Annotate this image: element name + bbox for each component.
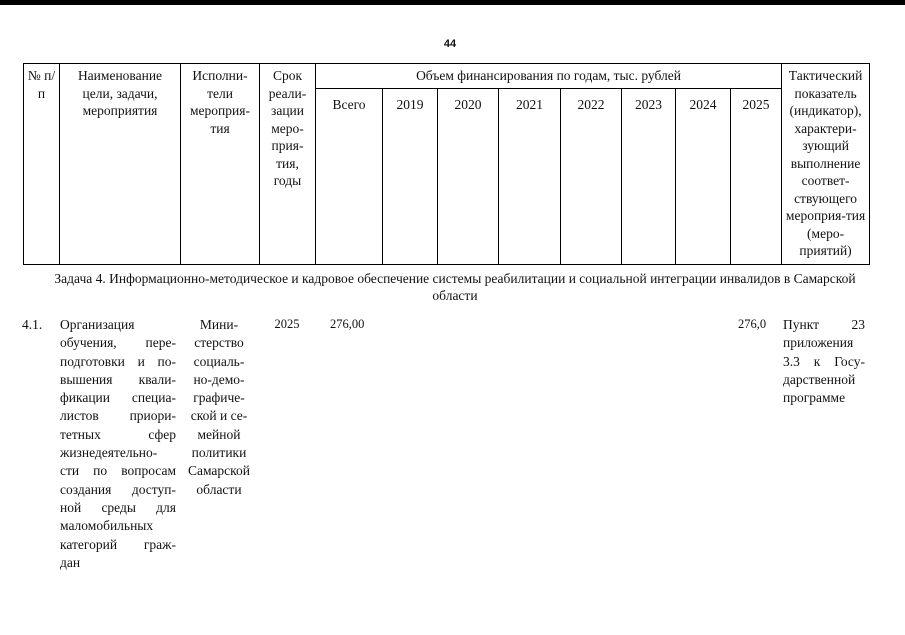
row-name-line: подготовки и по- (60, 353, 176, 369)
row-indicator-line: приложения (783, 335, 854, 351)
row-executor-line: ской и се- (190, 408, 248, 424)
header-year-total: Всего (316, 88, 383, 265)
row-name-line: ной среды для (60, 499, 176, 515)
row-executor-line: области (196, 481, 242, 497)
header-executors: Исполни-тели мероприя-тия (181, 64, 260, 265)
header-year-2020: 2020 (438, 88, 499, 265)
row-name-line: категорий граж- (60, 536, 176, 552)
row-name (60, 316, 176, 572)
top-border-line (0, 0, 905, 5)
row-indicator-line: программе (783, 390, 846, 406)
row-name-line: листов приори- (60, 408, 176, 424)
row-executor-line: стерство (194, 335, 244, 351)
header-year-2023: 2023 (622, 88, 676, 265)
header-num: № п/п (24, 64, 60, 265)
header-term: Срок реали-зации меро-прия-тия, годы (260, 64, 316, 265)
row-executor-line: мейной (197, 426, 241, 442)
header-name: Наименование цели, задачи, мероприятия (60, 64, 181, 265)
row-name-line: вышения квали- (60, 371, 176, 387)
row-name-line: сти по вопросам (60, 463, 176, 479)
row-name-line: Организация (60, 317, 135, 332)
row-indicator-line: 3.3 к Госу- (783, 353, 865, 369)
row-name-line: жизнедеятельно- (60, 445, 158, 461)
row-executor-line: Мини- (199, 317, 239, 332)
header-year-2019: 2019 (383, 88, 438, 265)
row-indicator-line: дарственной (783, 371, 856, 387)
header-indicator: Тактический показатель (индикатор), характери-зующий выполнение соответ-ствующего мероприя-тия (меро-приятий) (782, 64, 870, 265)
header-financing: Объем финансирования по годам, тыс. рублей (316, 64, 782, 89)
financing-table-header (23, 63, 870, 265)
row-executor (180, 316, 258, 499)
row-indicator-line: Пункт 23 (783, 317, 865, 332)
row-executor-line: политики (191, 445, 247, 461)
row-name-line: создания доступ- (60, 481, 176, 497)
row-name-line: дан (60, 554, 81, 570)
row-indicator (783, 316, 865, 407)
row-executor-line: социаль- (193, 353, 245, 369)
row-number: 4.1. (22, 317, 43, 332)
row-2025-value: 276,0 (738, 317, 767, 331)
row-name-line: фикации специа- (60, 390, 176, 406)
header-year-2025: 2025 (731, 88, 782, 265)
page-number: 44 (443, 38, 457, 50)
row-name-line: тетных сфер (60, 426, 176, 442)
row-name-line: обучения, пере- (60, 335, 176, 351)
row-total-value: 276,00 (330, 317, 365, 331)
task-title: Задача 4. Информационно-методическое и кадровое обеспечение системы реабилитации и социальной интеграции инвалидов в Самарской области (54, 271, 856, 303)
header-year-2021: 2021 (499, 88, 561, 265)
row-executor-line: но-демо- (193, 371, 245, 387)
row-executor-line: графиче- (193, 390, 245, 406)
header-year-2024: 2024 (676, 88, 731, 265)
row-name-line: маломобильных (60, 518, 154, 534)
row-term: 2025 (274, 317, 300, 331)
row-executor-line: Самарской (187, 463, 251, 479)
header-year-2022: 2022 (561, 88, 622, 265)
